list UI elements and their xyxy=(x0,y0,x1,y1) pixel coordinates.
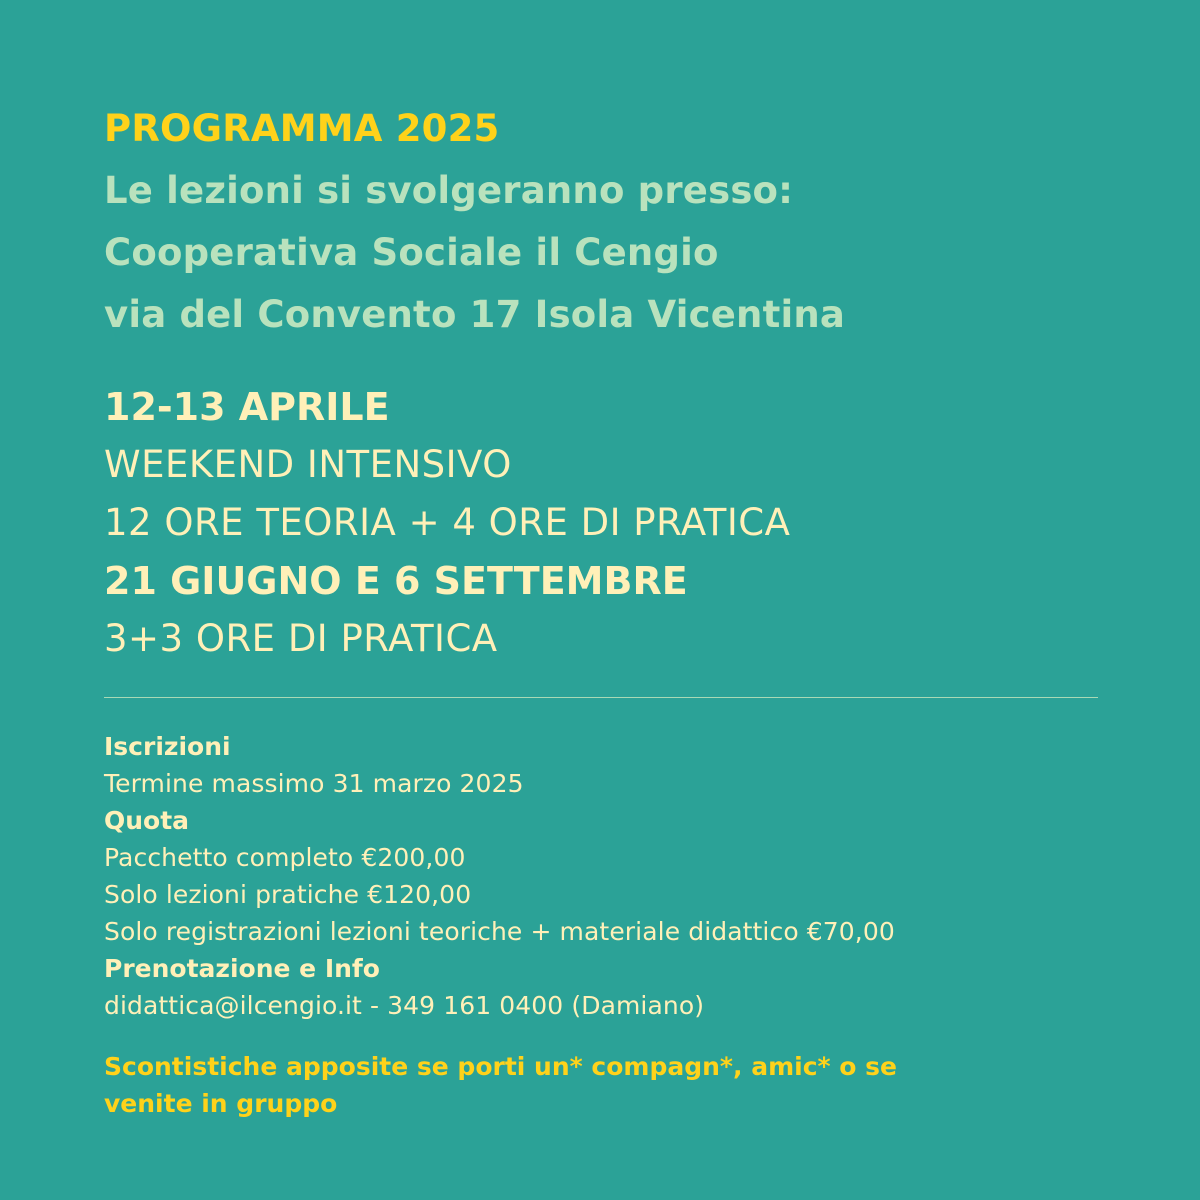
registration-label: Iscrizioni xyxy=(104,732,231,761)
venue-name: Cooperativa Sociale il Cengio xyxy=(104,231,719,274)
second-session-hours: 3+3 ORE DI PRATICA xyxy=(104,617,498,660)
discount-note xyxy=(104,1048,897,1122)
fee-full-package: Pacchetto completo €200,00 xyxy=(104,843,466,872)
headline-section xyxy=(104,98,845,346)
section-divider xyxy=(104,697,1098,698)
fee-recordings-only: Solo registrazioni lezioni teoriche + materiale didattico €70,00 xyxy=(104,917,895,946)
program-title: PROGRAMMA 2025 xyxy=(104,107,500,150)
schedule-section xyxy=(104,378,790,668)
booking-label: Prenotazione e Info xyxy=(104,954,380,983)
venue-intro: Le lezioni si svolgeranno presso: xyxy=(104,169,794,212)
fee-label: Quota xyxy=(104,806,190,835)
fee-practical-only: Solo lezioni pratiche €120,00 xyxy=(104,880,472,909)
discount-line-1: Scontistiche apposite se porti un* compagn*, amic* o se xyxy=(104,1052,898,1081)
details-section xyxy=(104,728,895,1024)
first-session-hours: 12 ORE TEORIA + 4 ORE DI PRATICA xyxy=(104,501,791,544)
discount-line-2: venite in gruppo xyxy=(104,1089,338,1118)
second-session-date: 21 GIUGNO E 6 SETTEMBRE xyxy=(104,559,688,603)
first-session-date: 12-13 APRILE xyxy=(104,385,390,429)
registration-deadline: Termine massimo 31 marzo 2025 xyxy=(104,769,524,798)
first-session-type: WEEKEND INTENSIVO xyxy=(104,443,512,486)
booking-contact: didattica@ilcengio.it - 349 161 0400 (Damiano) xyxy=(104,991,705,1020)
venue-address: via del Convento 17 Isola Vicentina xyxy=(104,293,846,336)
